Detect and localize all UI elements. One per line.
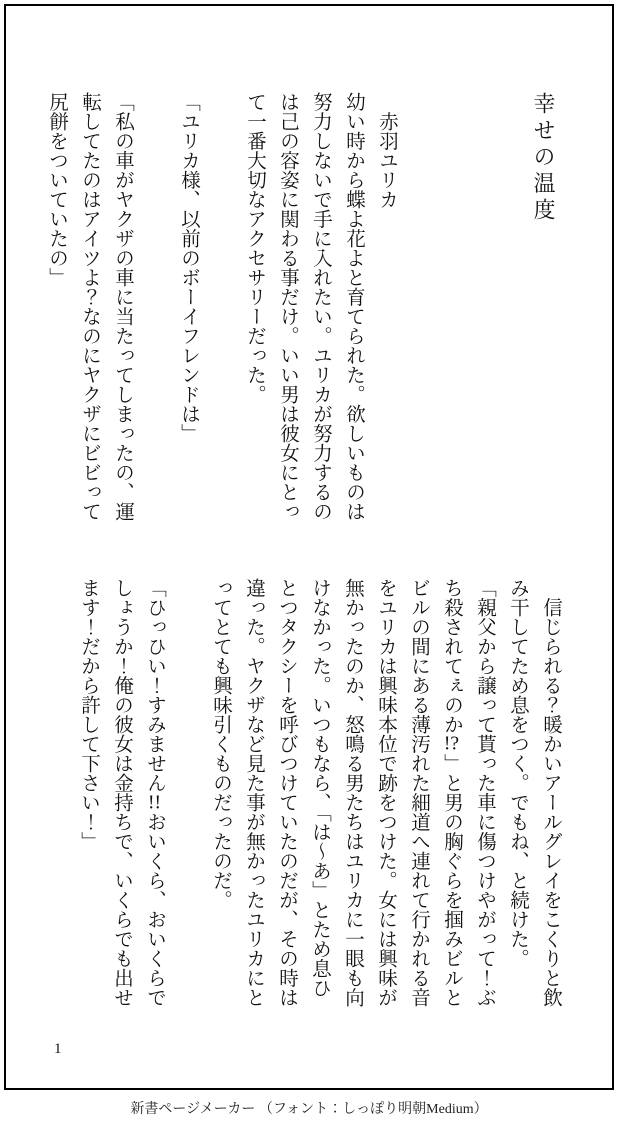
dialogue-line: ち殺されてぇのか!?」と男の胸ぐらを掴みビルと xyxy=(441,578,462,1007)
text-line: 努力しないで手に入れたい。ユリカが努力するの xyxy=(310,92,331,521)
lower-text-band xyxy=(72,578,567,1014)
page-title: 幸せの温度 xyxy=(531,92,556,225)
text-line: 幼い時から蝶よ花よと育てられた。欲しいものは xyxy=(343,92,364,521)
author-line: 赤羽ユリカ xyxy=(376,92,397,209)
text-line: み干してため息をつく。でもね、と続けた。 xyxy=(507,578,528,968)
text-line: をユリカは興味本位で跡をつけた。女には興味が xyxy=(375,578,396,1007)
blank-line xyxy=(171,578,204,1014)
text-line: は己の容姿に関わる事だけ。いい男は彼女にとっ xyxy=(277,92,298,521)
text-line: ビルの間にある薄汚れた細道へ連れて行かれる音 xyxy=(408,578,429,1007)
text-line: て一番大切なアクセサリーだった。 xyxy=(244,92,265,404)
dialogue-line: 「ユリカ様、以前のボーイフレンドは」 xyxy=(178,92,199,443)
dialogue-line: 尻餅をついていたの」 xyxy=(46,92,67,287)
page-border xyxy=(4,4,614,1090)
dialogue-line: 「親父から譲って貰った車に傷つけやがって！ぶ xyxy=(474,578,495,1007)
dialogue-line: 「私の車がヤクザの車に当たってしまったの、運 xyxy=(112,92,133,521)
text-line: けなかった。いつもなら、「は〜あ」とため息ひ xyxy=(309,578,330,998)
dialogue-line: 転してたのはアイツよ？なのにヤクザにビビって xyxy=(79,92,100,521)
blank-line xyxy=(139,92,172,528)
text-line: ってとても興味引くものだったのだ。 xyxy=(210,578,231,910)
blank-line xyxy=(205,92,238,528)
text-line: 違った。ヤクザなど見た事が無かったユリカにと xyxy=(243,578,264,1007)
dialogue-line: ます！だから許して下さい！」 xyxy=(78,578,99,851)
text-line: 信じられる？暖かいアールグレイをこくりと飲 xyxy=(540,578,561,1007)
footer-credit: 新書ページメーカー （フォント：しっぽり明朝Medium） xyxy=(130,1102,488,1117)
page-number: 1 xyxy=(54,1041,62,1057)
text-line: 無かったのか、怒鳴る男たちはユリカに一眼も向 xyxy=(342,578,363,1007)
upper-text-band xyxy=(40,92,567,528)
dialogue-line: 「ひっひい！すみません!!おいくら、おいくらで xyxy=(144,578,165,1007)
dialogue-line: しょうか！俺の彼女は金持ちで、いくらでも出せ xyxy=(111,578,132,1007)
text-line: とつタクシーを呼びつけていたのだが、その時は xyxy=(276,578,297,1007)
